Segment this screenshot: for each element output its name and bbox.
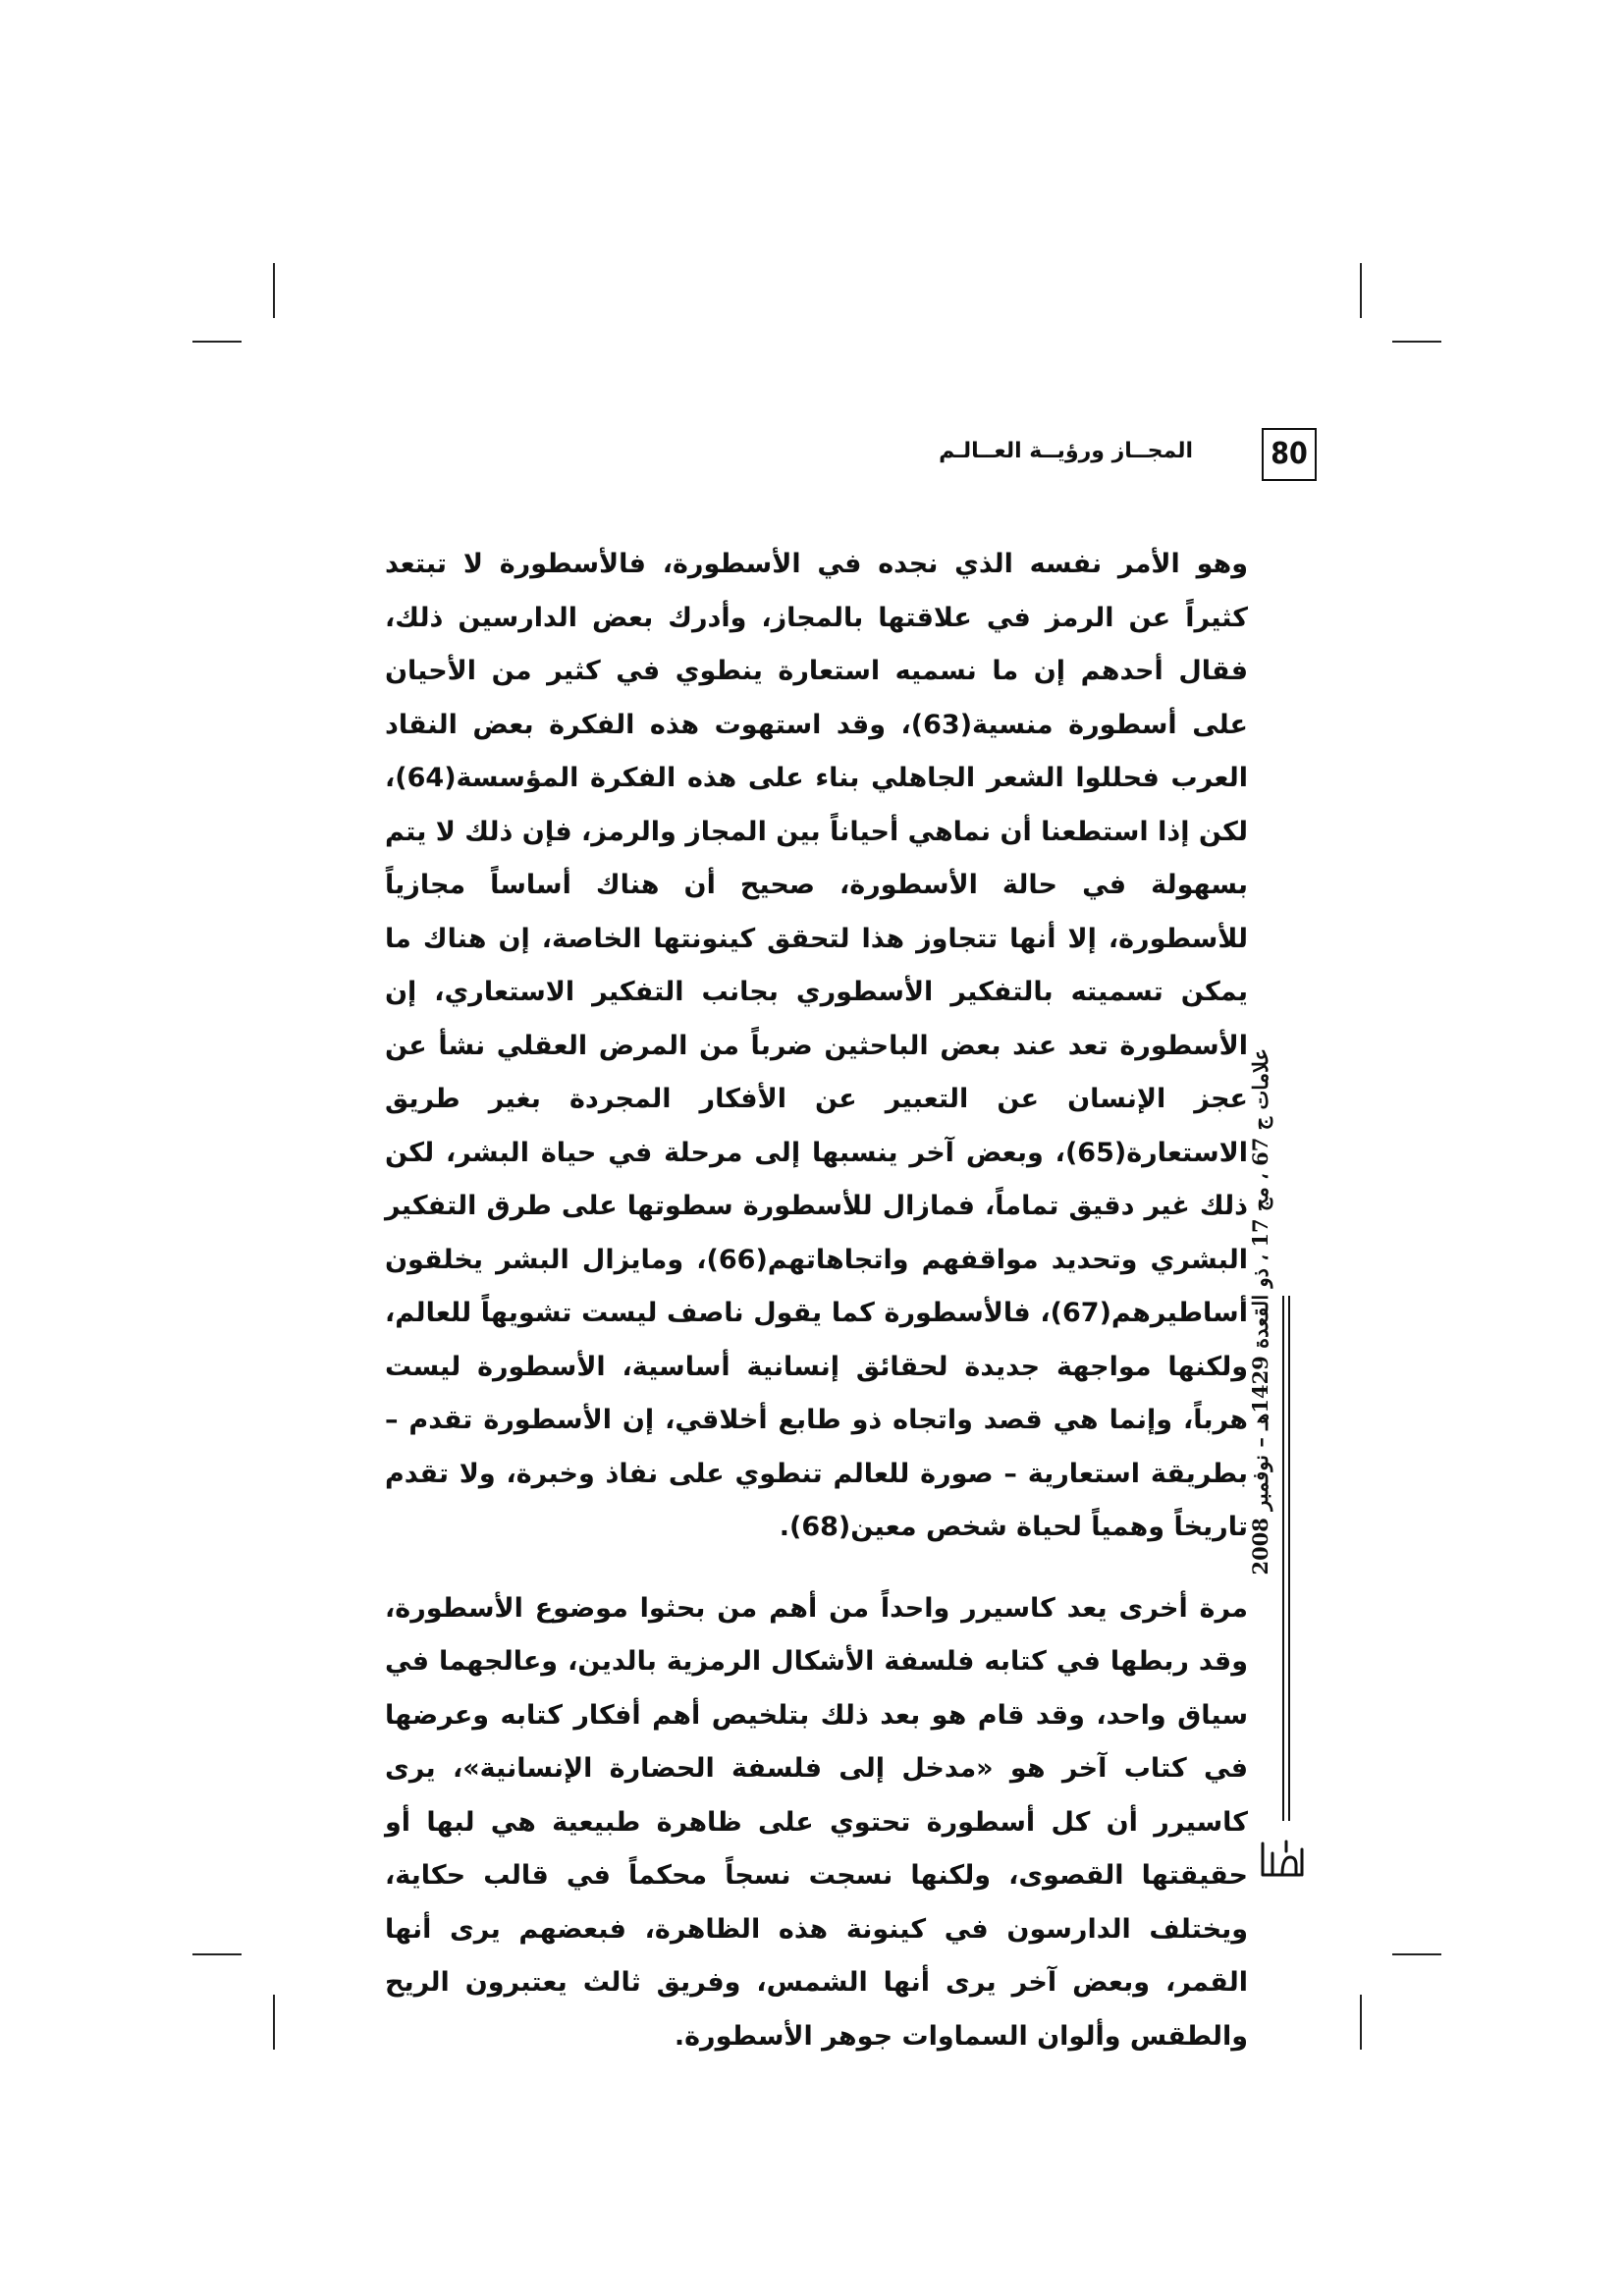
crop-mark-bottom-right-horizontal [1392, 1953, 1441, 1955]
paragraph: مرة أخرى يعد كاسيرر واحداً من أهم من بحثوا موضوع الأسطورة، وقد ربطها في كتابه فلسفة الأشكال الرمزية بالدين، وعالجهما في سياق واحد، وقد قام هو بعد ذلك بتلخيص أهم أفكار كتابه وعرضها في كتاب آخر هو «مدخل إلى فلسفة الحضارة الإنسانية»، يرى كاسيرر أن كل أسطورة تحتوي على ظاهرة طبيعية هي لبها أو حقيقتها القصوى، ولكنها نسجت نسجاً محكماً في قالب حكاية، ويختلف الدارسون في كينونة هذه الظاهرة، فبعضهم يرى أنها القمر، وبعض آخر يرى أنها الشمس، وفريق ثالث يعتبرون الريح والطقس وألوان السماوات جوهر الأسطورة. [385, 1592, 1248, 2052]
crop-mark-top-right-vertical [1360, 263, 1362, 318]
article-body [385, 538, 1248, 2063]
crop-mark-bottom-left-vertical [273, 1995, 275, 2050]
page-number: 80 [1262, 428, 1317, 481]
sidebar-rule [1288, 1296, 1290, 1821]
journal-logo [1257, 1832, 1306, 1881]
crop-mark-bottom-left-horizontal [192, 1953, 242, 1955]
sidebar-rule [1282, 1296, 1284, 1821]
paragraph: وهو الأمر نفسه الذي نجده في الأسطورة، فالأسطورة لا تبتعد كثيراً عن الرمز في علاقتها بالمجاز، وأدرك بعض الدارسين ذلك، فقال أحدهم إن ما نسميه استعارة ينطوي في كثير من الأحيان على أسطورة منسية(63)، وقد استهوت هذه الفكرة بعض النقاد العرب فحللوا الشعر الجاهلي بناء على هذه الفكرة المؤسسة(64)، لكن إذا استطعنا أن نماهي أحياناً بين المجاز والرمز، فإن ذلك لا يتم بسهولة في حالة الأسطورة، صحيح أن هناك أساساً مجازياً للأسطورة، إلا أنها تتجاوز هذا لتحقق كينونتها الخاصة، إن هناك ما يمكن تسميته بالتفكير الأسطوري بجانب التفكير الاستعاري، إن الأسطورة تعد عند بعض الباحثين ضرباً من المرض العقلي نشأ عن عجز الإنسان عن التعبير عن الأفكار المجردة بغير طريق الاستعارة(65)، وبعض آخر ينسبها إلى مرحلة في حياة البشر، لكن ذلك غير دقيق تماماً، فمازال للأسطورة سطوتها على طرق التفكير البشري وتحديد مواقفهم واتجاهاتهم(66)، ومايزال البشر يخلقون أساطيرهم(67)، فالأسطورة كما يقول ناصف ليست تشويهاً للعالم، ولكنها مواجهة جديدة لحقائق إنسانية أساسية، الأسطورة ليست هرباً، وإنما هي قصد واتجاه ذو طابع أخلاقي، إن الأسطورة تقدم – بطريقة استعارية – صورة للعالم تنطوي على نفاذ وخبرة، ولا تقدم تاريخاً وهمياً لحياة شخص معين(68). [385, 549, 1248, 1542]
running-title: المجــاز ورؤيــة العــالـم [939, 439, 1193, 463]
crop-mark-top-left-vertical [273, 263, 275, 318]
journal-issue-caption: علامات ج 67 ، مج 17 ، ذو القعدة 1429هـ – نوفمبر 2008 [1248, 1048, 1272, 1575]
crop-mark-top-right-horizontal [1392, 341, 1441, 343]
crop-mark-bottom-right-vertical [1360, 1995, 1362, 2050]
crop-mark-top-left-horizontal [192, 341, 242, 343]
